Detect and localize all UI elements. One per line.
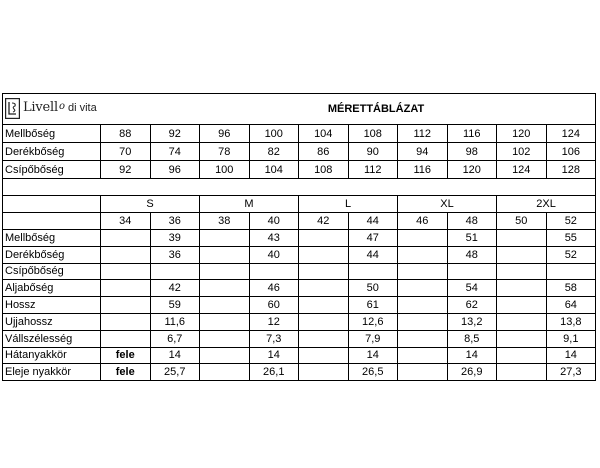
measurement-value: 116 [447, 125, 497, 143]
measurement-value: 124 [546, 125, 596, 143]
measurement-value: 43 [249, 230, 299, 247]
body-measurement-row [3, 125, 596, 143]
empty-cell [299, 263, 349, 280]
garment-measurement-row [3, 313, 596, 330]
size-label-m: M [200, 196, 299, 213]
empty-cell [299, 297, 349, 314]
empty-cell [398, 313, 448, 330]
measurement-value: 92 [150, 125, 200, 143]
empty-cell [497, 364, 547, 381]
size-number: 46 [398, 213, 448, 230]
empty-cell [398, 230, 448, 247]
empty-cell [299, 230, 349, 247]
measurement-label: Csípőbőség [3, 161, 101, 179]
garment-measurement-row [3, 347, 596, 364]
measurement-value: 60 [249, 297, 299, 314]
table-header-row [3, 94, 596, 125]
empty-cell [200, 230, 250, 247]
size-number: 50 [497, 213, 547, 230]
measurement-value: 48 [447, 246, 497, 263]
measurement-value: 108 [348, 125, 398, 143]
measurement-value: 26,1 [249, 364, 299, 381]
size-header-section [3, 179, 596, 230]
empty-cell [398, 347, 448, 364]
measurement-value: 51 [447, 230, 497, 247]
measurement-value: 128 [546, 161, 596, 179]
measurement-value: 8,5 [447, 330, 497, 347]
measurement-value: 14 [546, 347, 596, 364]
measurement-value: 108 [299, 161, 349, 179]
garment-measurements-section [3, 230, 596, 381]
spacer-row [3, 179, 596, 196]
empty-cell [101, 330, 151, 347]
measurement-value: 74 [150, 143, 200, 161]
empty-cell [101, 313, 151, 330]
empty-cell [398, 280, 448, 297]
size-label-2xl: 2XL [497, 196, 596, 213]
garment-measurement-row [3, 230, 596, 247]
measurement-value: 104 [249, 161, 299, 179]
empty-cell [497, 297, 547, 314]
garment-measurement-row [3, 246, 596, 263]
empty-cell [348, 263, 398, 280]
size-number-corner [3, 213, 101, 230]
measurement-label: Mellbőség [3, 230, 101, 247]
garment-measurement-row [3, 297, 596, 314]
empty-cell [497, 313, 547, 330]
measurement-value: 14 [447, 347, 497, 364]
body-measurements-section [3, 125, 596, 179]
measurement-label: Hossz [3, 297, 101, 314]
measurement-value: 100 [200, 161, 250, 179]
empty-cell [200, 330, 250, 347]
size-number: 40 [249, 213, 299, 230]
measurement-label: Hátanyakkör [3, 347, 101, 364]
measurement-value: 86 [299, 143, 349, 161]
page-title: MÉRETTÁBLÁZAT [327, 103, 425, 115]
body-measurement-row [3, 161, 596, 179]
size-number: 48 [447, 213, 497, 230]
table-header-cell [3, 94, 596, 125]
measurement-value: 82 [249, 143, 299, 161]
measurement-value: 59 [150, 297, 200, 314]
measurement-value: 25,7 [150, 364, 200, 381]
empty-cell [200, 297, 250, 314]
size-label-corner [3, 196, 101, 213]
body-measurement-row [3, 143, 596, 161]
measurement-label: Ujjahossz [3, 313, 101, 330]
garment-measurement-row [3, 364, 596, 381]
size-number: 36 [150, 213, 200, 230]
empty-cell [398, 297, 448, 314]
measurement-value: 100 [249, 125, 299, 143]
empty-cell [497, 280, 547, 297]
empty-cell [200, 246, 250, 263]
measurement-value: 112 [348, 161, 398, 179]
measurement-value: 7,3 [249, 330, 299, 347]
empty-cell [497, 347, 547, 364]
empty-cell [101, 280, 151, 297]
empty-cell [398, 364, 448, 381]
empty-cell [101, 230, 151, 247]
measurement-value: 52 [546, 246, 596, 263]
table-header-section [3, 94, 596, 125]
empty-cell [101, 246, 151, 263]
size-label-row [3, 196, 596, 213]
size-label-xl: XL [398, 196, 497, 213]
measurement-value: 14 [348, 347, 398, 364]
measurement-label: Eleje nyakkör [3, 364, 101, 381]
empty-cell [299, 347, 349, 364]
measurement-label: Derékbőség [3, 246, 101, 263]
measurement-value: 88 [101, 125, 151, 143]
size-label-s: S [101, 196, 200, 213]
measurement-value: 70 [101, 143, 151, 161]
empty-cell [497, 230, 547, 247]
measurement-value: 9,1 [546, 330, 596, 347]
empty-cell [497, 246, 547, 263]
empty-cell [200, 313, 250, 330]
measurement-value: 14 [150, 347, 200, 364]
measurement-value: 14 [249, 347, 299, 364]
size-number: 52 [546, 213, 596, 230]
logo-text-main: Livell [23, 100, 58, 115]
measurement-value: 104 [299, 125, 349, 143]
measurement-value: 96 [150, 161, 200, 179]
empty-cell [150, 263, 200, 280]
measurement-note: fele [101, 364, 151, 381]
size-label-l: L [299, 196, 398, 213]
measurement-value: 27,3 [546, 364, 596, 381]
empty-cell [398, 246, 448, 263]
empty-cell [299, 313, 349, 330]
measurement-value: 40 [249, 246, 299, 263]
measurement-value: 12,6 [348, 313, 398, 330]
measurement-value: 64 [546, 297, 596, 314]
measurement-label: Aljabőség [3, 280, 101, 297]
measurement-value: 13,2 [447, 313, 497, 330]
empty-cell [200, 364, 250, 381]
size-number: 44 [348, 213, 398, 230]
empty-cell [398, 330, 448, 347]
empty-cell [101, 263, 151, 280]
measurement-value: 94 [398, 143, 448, 161]
measurement-value: 98 [447, 143, 497, 161]
measurement-value: 106 [546, 143, 596, 161]
empty-cell [200, 280, 250, 297]
empty-cell [249, 263, 299, 280]
empty-cell [398, 263, 448, 280]
empty-cell [497, 263, 547, 280]
measurement-value: 55 [546, 230, 596, 247]
measurement-value: 39 [150, 230, 200, 247]
size-number: 34 [101, 213, 151, 230]
measurement-value: 124 [497, 161, 547, 179]
measurement-value: 26,9 [447, 364, 497, 381]
size-number-row [3, 213, 596, 230]
measurement-value: 62 [447, 297, 497, 314]
measurement-value: 46 [249, 280, 299, 297]
empty-cell [299, 330, 349, 347]
measurement-value: 7,9 [348, 330, 398, 347]
measurement-label: Derékbőség [3, 143, 101, 161]
brand-logo [5, 97, 97, 119]
measurement-value: 50 [348, 280, 398, 297]
measurement-value: 26,5 [348, 364, 398, 381]
measurement-value: 92 [101, 161, 151, 179]
measurement-value: 6,7 [150, 330, 200, 347]
table-header-content [3, 94, 595, 124]
measurement-label: Vállszélesség [3, 330, 101, 347]
measurement-value: 58 [546, 280, 596, 297]
measurement-value: 112 [398, 125, 448, 143]
empty-cell [447, 263, 497, 280]
garment-measurement-row [3, 330, 596, 347]
measurement-value: 47 [348, 230, 398, 247]
measurement-value: 78 [200, 143, 250, 161]
size-chart-table [2, 93, 596, 381]
measurement-value: 61 [348, 297, 398, 314]
measurement-value: 96 [200, 125, 250, 143]
measurement-value: 120 [497, 125, 547, 143]
empty-cell [546, 263, 596, 280]
measurement-label: Csípőbőség [3, 263, 101, 280]
garment-measurement-row [3, 263, 596, 280]
empty-cell [497, 330, 547, 347]
empty-cell [299, 246, 349, 263]
logo-mark-icon [5, 98, 20, 119]
spacer-cell [3, 179, 596, 196]
measurement-value: 12 [249, 313, 299, 330]
measurement-value: 11,6 [150, 313, 200, 330]
measurement-value: 36 [150, 246, 200, 263]
measurement-label: Mellbőség [3, 125, 101, 143]
size-number: 42 [299, 213, 349, 230]
measurement-value: 54 [447, 280, 497, 297]
empty-cell [299, 280, 349, 297]
measurement-value: 44 [348, 246, 398, 263]
measurement-value: 120 [447, 161, 497, 179]
measurement-value: 90 [348, 143, 398, 161]
garment-measurement-row [3, 280, 596, 297]
empty-cell [200, 347, 250, 364]
empty-cell [101, 297, 151, 314]
size-number: 38 [200, 213, 250, 230]
measurement-value: 13,8 [546, 313, 596, 330]
measurement-value: 102 [497, 143, 547, 161]
measurement-note: fele [101, 347, 151, 364]
logo-text-o: o [58, 101, 65, 112]
measurement-value: 116 [398, 161, 448, 179]
empty-cell [299, 364, 349, 381]
logo-text-tail: di vita [67, 102, 97, 114]
empty-cell [200, 263, 250, 280]
measurement-value: 42 [150, 280, 200, 297]
